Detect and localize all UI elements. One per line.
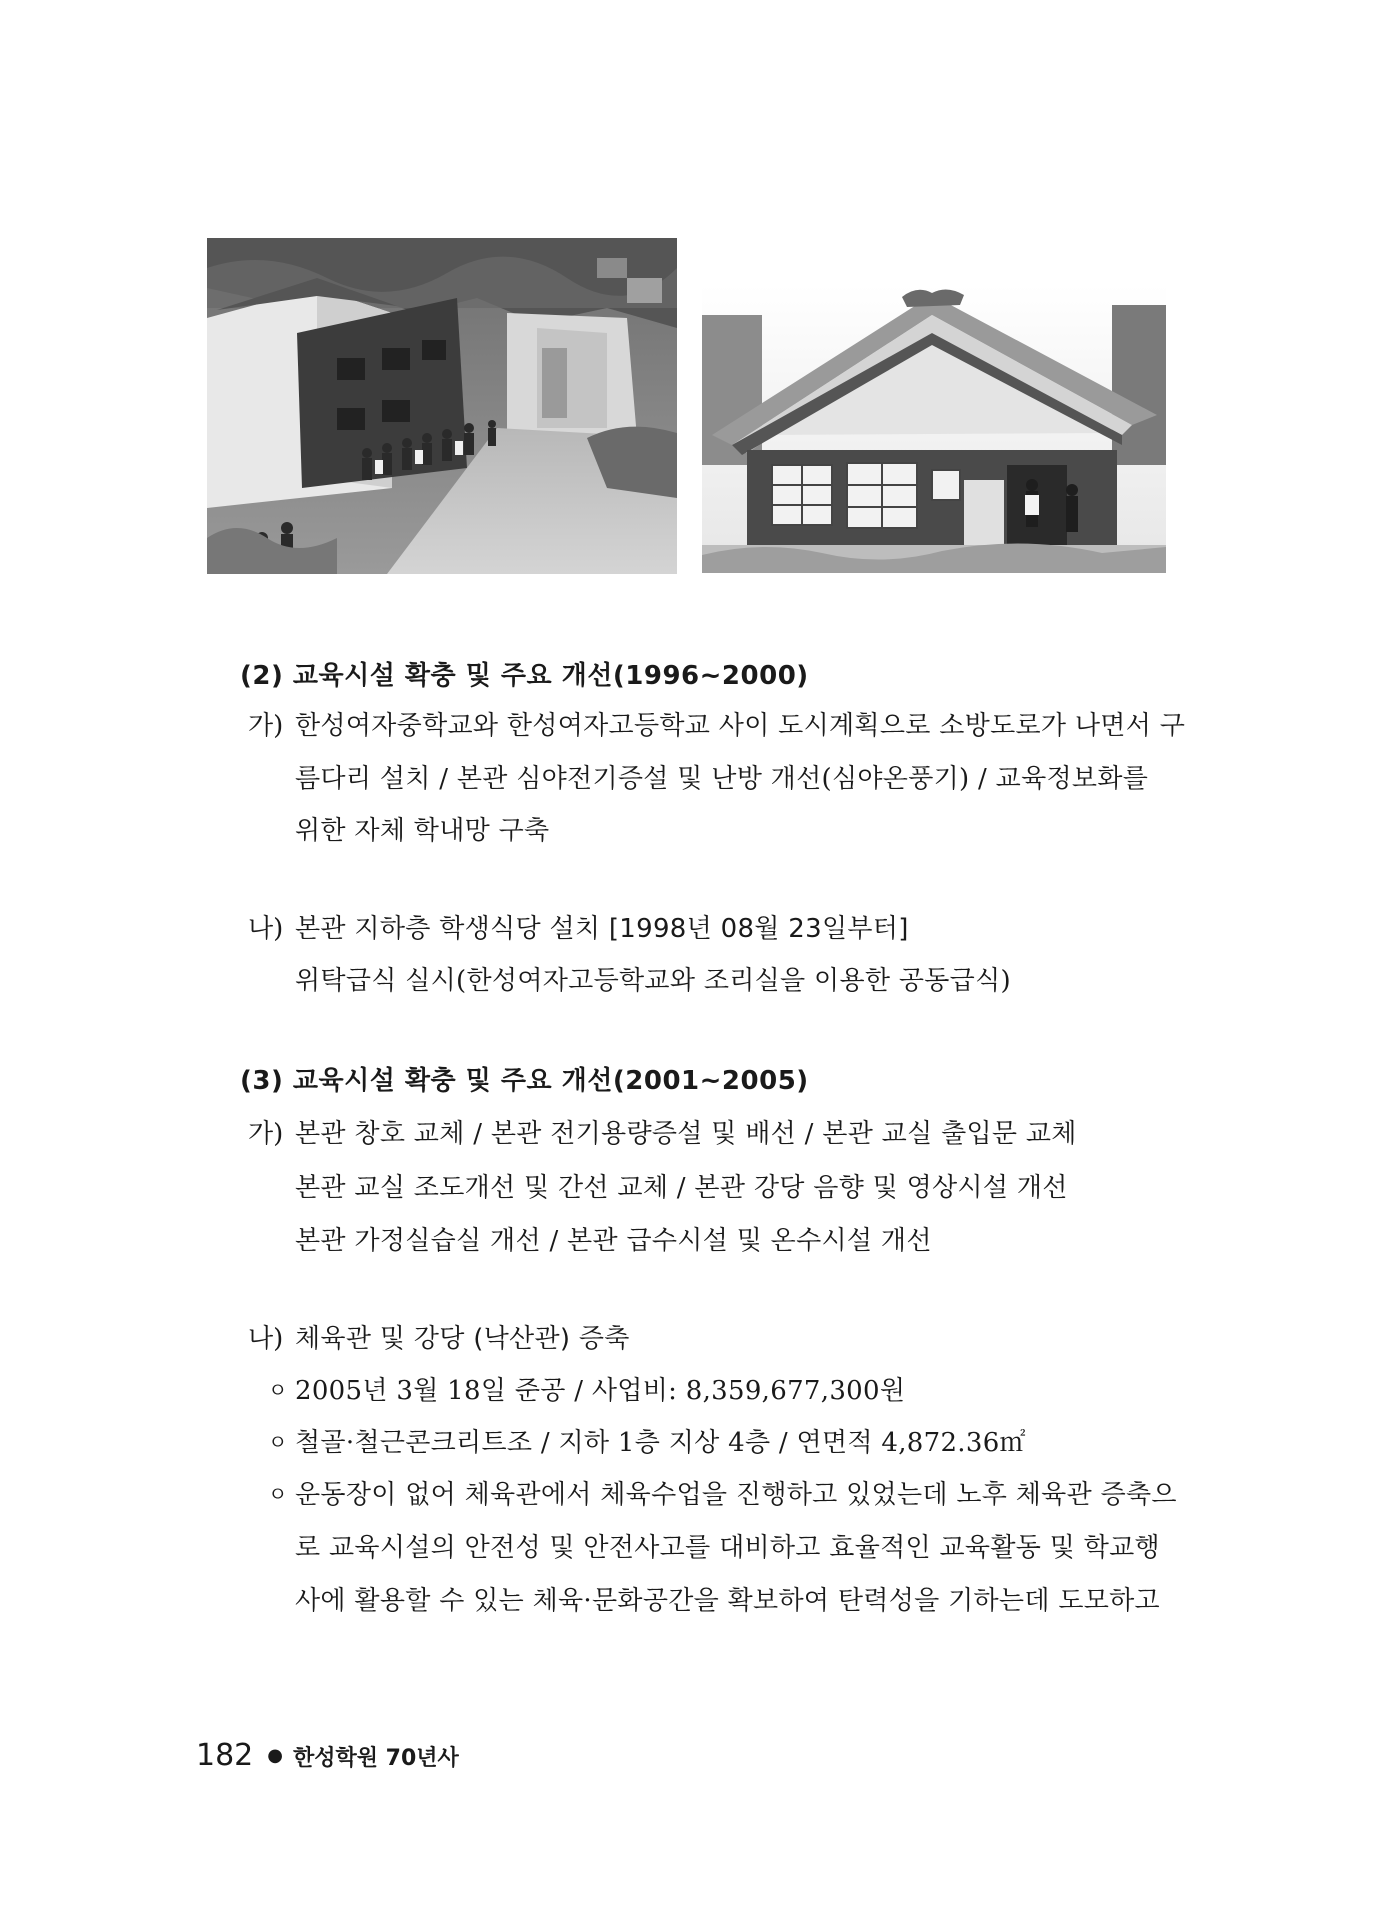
section-3-bullet-1: 2005년 3월 18일 준공 / 사업비: 8,359,677,300원	[295, 1376, 906, 1406]
section-3-ga-line-1: 본관 창호 교체 / 본관 전기용량증설 및 배선 / 본관 교실 출입문 교체	[295, 1119, 1077, 1149]
section-2-item-ga-label: 가)	[248, 711, 284, 741]
section-2-ga-line-1: 한성여자중학교와 한성여자고등학교 사이 도시계획으로 소방도로가 나면서 구	[295, 711, 1186, 741]
section-2-item-na-label: 나)	[248, 914, 284, 944]
photo-school-street	[207, 238, 677, 574]
section-2-na-line-2: 위탁급식 실시(한성여자고등학교와 조리실을 이용한 공동급식)	[295, 966, 1011, 996]
page-footer	[196, 1738, 459, 1773]
bullet-icon: ㅇ	[268, 1378, 288, 1402]
section-3-bullet-3: 운동장이 없어 체육관에서 체육수업을 진행하고 있었는데 노후 체육관 증축으	[295, 1480, 1177, 1510]
bullet-icon: ㅇ	[268, 1430, 288, 1454]
bullet-icon: ㅇ	[268, 1482, 288, 1506]
photo-building	[702, 285, 1166, 573]
page-number: 182	[196, 1738, 254, 1773]
section-3-title: (3) 교육시설 확충 및 주요 개선(2001~2005)	[240, 1066, 809, 1096]
section-2-ga-line-3: 위한 자체 학내망 구축	[295, 816, 550, 846]
section-3-bullet-2: 철골·철근콘크리트조 / 지하 1층 지상 4층 / 연면적 4,872.36㎡	[295, 1428, 1026, 1458]
section-3-bullet-3-cont-1: 로 교육시설의 안전성 및 안전사고를 대비하고 효율적인 교육활동 및 학교행	[295, 1533, 1160, 1563]
section-2-na-line-1: 본관 지하층 학생식당 설치 [1998년 08월 23일부터]	[295, 914, 909, 944]
photo-school-street-image	[207, 238, 677, 574]
section-3-item-na-label: 나)	[248, 1324, 284, 1354]
section-3-bullet-3-cont-2: 사에 활용할 수 있는 체육·문화공간을 확보하여 탄력성을 기하는데 도모하고	[295, 1586, 1160, 1616]
section-3-ga-line-2: 본관 교실 조도개선 및 간선 교체 / 본관 강당 음향 및 영상시설 개선	[295, 1173, 1068, 1203]
section-2-ga-line-2: 름다리 설치 / 본관 심야전기증설 및 난방 개선(심야온풍기) / 교육정보화를	[295, 764, 1149, 794]
book-title: 한성학원 70년사	[292, 1746, 459, 1771]
section-3-ga-line-3: 본관 가정실습실 개선 / 본관 급수시설 및 온수시설 개선	[295, 1226, 932, 1256]
section-3-item-ga-label: 가)	[248, 1119, 284, 1149]
footer-separator-icon: ●	[267, 1745, 283, 1766]
section-3-na-title: 체육관 및 강당 (낙산관) 증축	[295, 1324, 630, 1354]
photo-building-image	[702, 285, 1166, 573]
section-2-title: (2) 교육시설 확충 및 주요 개선(1996~2000)	[240, 661, 809, 691]
